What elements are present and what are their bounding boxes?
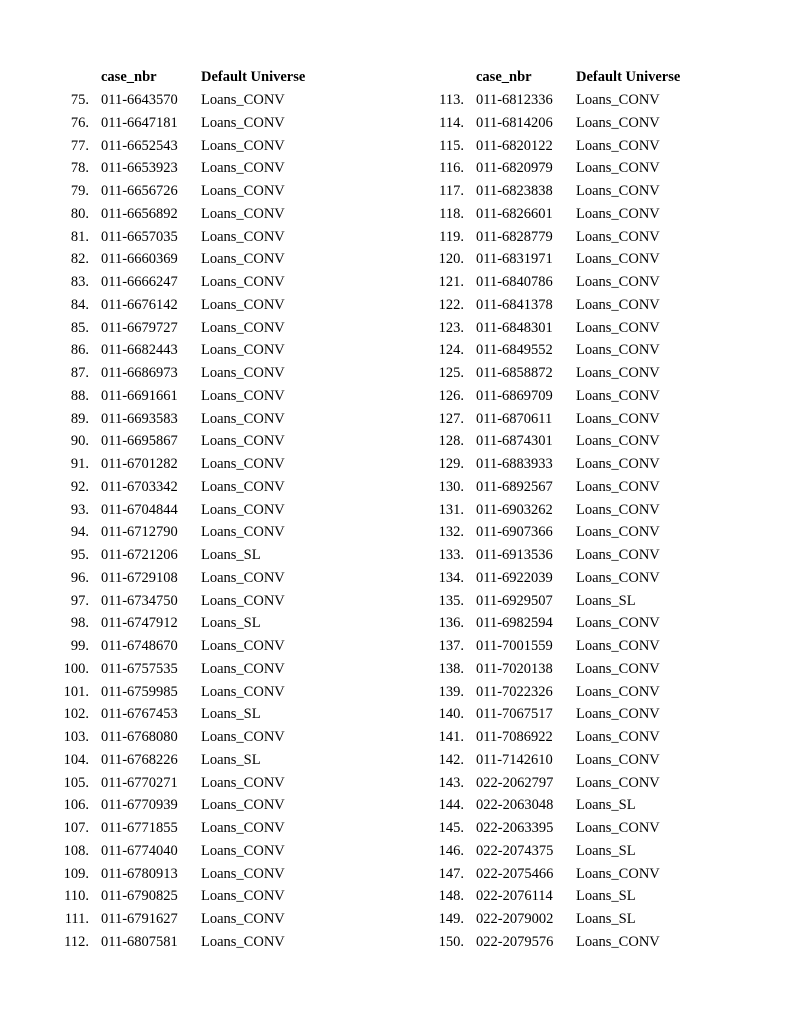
- case-number: 011-7022326: [476, 683, 553, 700]
- default-universe: Loans_CONV: [201, 478, 285, 495]
- case-number: 011-6820979: [476, 160, 553, 177]
- row-number: 129.: [438, 456, 464, 472]
- case-number: 011-6748670: [101, 638, 178, 654]
- row-number: 150.: [438, 933, 464, 950]
- row-number: 112.: [64, 933, 89, 950]
- default-universe: Loans_CONV: [576, 706, 660, 723]
- row-number: 139.: [438, 683, 464, 700]
- default-universe: Loans_CONV: [201, 137, 285, 154]
- default-universe: Loans_CONV: [201, 228, 285, 245]
- case-number: 011-6892567: [476, 478, 553, 495]
- default-universe: Loans_CONV: [576, 296, 660, 313]
- row-number: 135.: [438, 592, 464, 609]
- row-number: 121.: [438, 274, 464, 290]
- row-number: 91.: [70, 456, 89, 472]
- row-number: 92.: [70, 478, 89, 495]
- case-number: 011-6858872: [476, 365, 553, 381]
- default-universe: Loans_CONV: [576, 319, 660, 336]
- default-universe: Loans_SL: [201, 615, 261, 632]
- default-universe: Loans_CONV: [576, 205, 660, 222]
- row-number: 80.: [70, 205, 89, 222]
- default-universe: Loans_CONV: [576, 387, 660, 404]
- case-number: 011-6767453: [101, 706, 178, 723]
- default-universe: Loans_CONV: [201, 319, 285, 336]
- default-universe: Loans_CONV: [576, 524, 660, 541]
- case-number: 011-6656726: [101, 183, 178, 199]
- default-universe: Loans_CONV: [201, 660, 285, 677]
- row-number: 128.: [438, 433, 464, 450]
- row-number: 109.: [63, 865, 89, 882]
- case-number: 011-6652543: [101, 137, 178, 154]
- default-universe: Loans_CONV: [201, 933, 285, 950]
- default-universe: Loans_CONV: [201, 888, 285, 905]
- row-number: 123.: [438, 319, 464, 336]
- default-universe: Loans_CONV: [201, 729, 285, 745]
- case-number: 011-6768226: [101, 751, 178, 768]
- row-number: 77.: [70, 137, 89, 154]
- default-universe: Loans_CONV: [576, 729, 660, 745]
- case-number: 011-7086922: [476, 729, 553, 745]
- default-universe: Loans_CONV: [201, 342, 285, 359]
- row-number: 144.: [438, 797, 464, 814]
- default-universe: Loans_CONV: [576, 569, 660, 586]
- header-case-nbr: case_nbr: [476, 69, 532, 85]
- case-number: 011-6660369: [101, 251, 178, 268]
- case-number: 022-2063395: [476, 820, 554, 836]
- case-number: 011-6657035: [101, 228, 178, 245]
- case-number: 011-6848301: [476, 319, 553, 336]
- row-number: 113.: [439, 92, 464, 108]
- default-universe: Loans_CONV: [576, 660, 660, 677]
- default-universe: Loans_CONV: [576, 251, 660, 268]
- row-number: 106.: [63, 797, 89, 814]
- header-case-nbr: case_nbr: [101, 69, 157, 85]
- default-universe: Loans_CONV: [576, 433, 660, 450]
- default-universe: Loans_SL: [201, 706, 261, 723]
- row-number: 94.: [70, 524, 89, 541]
- case-number: 011-6691661: [101, 387, 178, 404]
- default-universe: Loans_CONV: [201, 797, 285, 814]
- row-number: 140.: [438, 706, 464, 723]
- row-number: 127.: [438, 410, 464, 427]
- case-number: 011-7142610: [476, 751, 553, 768]
- case-number: 011-6812336: [476, 92, 553, 108]
- row-number: 124.: [438, 342, 464, 359]
- case-number: 011-6653923: [101, 160, 178, 177]
- default-universe: Loans_CONV: [576, 683, 660, 700]
- case-number: 011-6874301: [476, 433, 553, 450]
- default-universe: Loans_SL: [201, 547, 261, 563]
- case-number: 011-6780913: [101, 865, 178, 882]
- row-number: 76.: [70, 114, 89, 131]
- default-universe: Loans_CONV: [576, 638, 660, 654]
- default-universe: Loans_CONV: [201, 456, 285, 472]
- row-number: 143.: [438, 774, 464, 791]
- case-number: 011-6826601: [476, 205, 553, 222]
- row-number: 97.: [70, 592, 89, 609]
- row-number: 130.: [438, 478, 464, 495]
- default-universe: Loans_CONV: [201, 296, 285, 313]
- row-number: 126.: [438, 387, 464, 404]
- default-universe: Loans_CONV: [576, 228, 660, 245]
- row-number: 86.: [70, 342, 89, 359]
- row-number: 96.: [70, 569, 89, 586]
- row-number: 145.: [438, 820, 464, 836]
- default-universe: Loans_CONV: [201, 524, 285, 541]
- row-number: 87.: [70, 365, 89, 381]
- row-number: 115.: [439, 137, 464, 154]
- row-number: 118.: [439, 205, 464, 222]
- row-number: 102.: [63, 706, 89, 723]
- row-number: 137.: [438, 638, 464, 654]
- header-default-universe: Default Universe: [576, 69, 681, 85]
- case-number: 011-6823838: [476, 183, 553, 199]
- default-universe: Loans_CONV: [201, 774, 285, 791]
- case-number: 011-6676142: [101, 296, 178, 313]
- row-number: 148.: [438, 888, 464, 905]
- default-universe: Loans_CONV: [576, 751, 660, 768]
- case-number: 022-2075466: [476, 865, 554, 882]
- row-number: 103.: [63, 729, 89, 745]
- row-number: 79.: [70, 183, 89, 199]
- row-number: 90.: [70, 433, 89, 450]
- case-number: 011-6870611: [476, 410, 553, 427]
- default-universe: Loans_CONV: [576, 92, 660, 108]
- default-universe: Loans_CONV: [576, 274, 660, 290]
- row-number: 100.: [63, 660, 89, 677]
- default-universe: Loans_CONV: [576, 114, 660, 131]
- default-universe: Loans_CONV: [576, 547, 660, 563]
- default-universe: Loans_CONV: [201, 387, 285, 404]
- case-number: 011-6686973: [101, 365, 178, 381]
- case-number: 022-2079576: [476, 933, 554, 950]
- default-universe: Loans_CONV: [576, 820, 660, 836]
- default-universe: Loans_CONV: [201, 638, 285, 654]
- default-universe: Loans_CONV: [576, 183, 660, 199]
- default-universe: Loans_CONV: [576, 137, 660, 154]
- row-number: 85.: [70, 319, 89, 336]
- row-number: 78.: [70, 160, 89, 177]
- case-number: 022-2076114: [476, 888, 553, 905]
- case-number: 011-6831971: [476, 251, 553, 268]
- row-number: 134.: [438, 569, 464, 586]
- default-universe: Loans_CONV: [201, 865, 285, 882]
- case-number: 022-2063048: [476, 797, 554, 814]
- default-universe: Loans_SL: [576, 888, 636, 905]
- case-number: 022-2074375: [476, 842, 554, 859]
- default-universe: Loans_SL: [576, 842, 636, 859]
- case-number: 011-6883933: [476, 456, 553, 472]
- case-number: 011-6734750: [101, 592, 178, 609]
- case-number: 011-6929507: [476, 592, 553, 609]
- default-universe: Loans_CONV: [201, 183, 285, 199]
- row-number: 117.: [439, 183, 464, 199]
- case-number: 011-6656892: [101, 205, 178, 222]
- row-number: 84.: [70, 296, 89, 313]
- case-number: 011-6647181: [101, 114, 178, 131]
- default-universe: Loans_CONV: [201, 160, 285, 177]
- case-number: 011-7020138: [476, 660, 553, 677]
- case-number: 011-6907366: [476, 524, 553, 541]
- case-number: 011-6768080: [101, 729, 178, 745]
- case-number: 011-6841378: [476, 296, 553, 313]
- case-number: 011-7001559: [476, 638, 553, 654]
- row-number: 104.: [63, 751, 89, 768]
- case-number: 011-6701282: [101, 456, 178, 472]
- row-number: 107.: [63, 820, 89, 836]
- row-number: 99.: [70, 638, 89, 654]
- row-number: 89.: [70, 410, 89, 427]
- case-number: 011-6791627: [101, 911, 178, 927]
- case-number: 011-6869709: [476, 387, 553, 404]
- default-universe: Loans_CONV: [201, 592, 285, 609]
- case-number: 011-6774040: [101, 842, 178, 859]
- default-universe: Loans_CONV: [576, 160, 660, 177]
- case-number: 011-6820122: [476, 137, 553, 154]
- default-universe: Loans_CONV: [201, 683, 285, 700]
- row-number: 120.: [438, 251, 464, 268]
- row-number: 95.: [70, 547, 89, 563]
- case-number: 011-6757535: [101, 660, 178, 677]
- case-number: 011-6770939: [101, 797, 178, 814]
- default-universe: Loans_SL: [576, 797, 636, 814]
- row-number: 132.: [438, 524, 464, 541]
- row-number: 75.: [70, 92, 89, 108]
- row-number: 81.: [70, 228, 89, 245]
- row-number: 147.: [438, 865, 464, 882]
- case-number: 011-7067517: [476, 706, 553, 723]
- case-number: 011-6913536: [476, 547, 553, 563]
- default-universe: Loans_CONV: [201, 842, 285, 859]
- default-universe: Loans_CONV: [576, 501, 660, 518]
- row-number: 133.: [438, 547, 464, 563]
- default-universe: Loans_CONV: [201, 114, 285, 131]
- row-number: 141.: [438, 729, 464, 745]
- default-universe: Loans_CONV: [576, 865, 660, 882]
- case-number: 011-6807581: [101, 933, 178, 950]
- case-number: 011-6759985: [101, 683, 178, 700]
- default-universe: Loans_CONV: [201, 92, 285, 108]
- case-number: 011-6729108: [101, 569, 178, 586]
- case-number: 011-6666247: [101, 274, 178, 290]
- default-universe: Loans_CONV: [201, 251, 285, 268]
- row-number: 116.: [439, 160, 464, 177]
- row-number: 88.: [70, 387, 89, 404]
- case-number: 011-6770271: [101, 774, 178, 791]
- default-universe: Loans_CONV: [576, 456, 660, 472]
- row-number: 142.: [438, 751, 464, 768]
- case-number: 011-6721206: [101, 547, 178, 563]
- case-number: 011-6704844: [101, 501, 178, 518]
- row-number: 131.: [438, 501, 464, 518]
- default-universe: Loans_CONV: [201, 569, 285, 586]
- row-number: 82.: [70, 251, 89, 268]
- case-number: 011-6790825: [101, 888, 178, 905]
- case-number: 011-6771855: [101, 820, 178, 836]
- row-number: 146.: [438, 842, 464, 859]
- row-number: 122.: [438, 296, 464, 313]
- row-number: 125.: [438, 365, 464, 381]
- case-number: 011-6828779: [476, 228, 553, 245]
- row-number: 136.: [438, 615, 464, 632]
- case-number: 011-6814206: [476, 114, 553, 131]
- case-number: 011-6682443: [101, 342, 178, 359]
- case-number: 011-6693583: [101, 410, 178, 427]
- case-number: 011-6849552: [476, 342, 553, 359]
- case-number: 011-6695867: [101, 433, 178, 450]
- default-universe: Loans_CONV: [576, 342, 660, 359]
- case-number: 022-2062797: [476, 774, 554, 791]
- row-number: 111.: [64, 911, 89, 927]
- row-number: 105.: [63, 774, 89, 791]
- case-number: 011-6679727: [101, 319, 178, 336]
- default-universe: Loans_CONV: [201, 433, 285, 450]
- row-number: 98.: [70, 615, 89, 632]
- case-number: 011-6747912: [101, 615, 178, 632]
- row-number: 149.: [438, 911, 464, 927]
- default-universe: Loans_CONV: [201, 501, 285, 518]
- row-number: 101.: [63, 683, 89, 700]
- default-universe: Loans_CONV: [201, 820, 285, 836]
- row-number: 114.: [439, 114, 464, 131]
- default-universe: Loans_SL: [576, 592, 636, 609]
- case-number: 011-6903262: [476, 501, 553, 518]
- default-universe: Loans_CONV: [201, 410, 285, 427]
- default-universe: Loans_CONV: [576, 933, 660, 950]
- default-universe: Loans_CONV: [201, 365, 285, 381]
- case-number: 011-6840786: [476, 274, 553, 290]
- row-number: 138.: [438, 660, 464, 677]
- default-universe: Loans_CONV: [576, 615, 660, 632]
- default-universe: Loans_CONV: [576, 478, 660, 495]
- default-universe: Loans_CONV: [576, 774, 660, 791]
- default-universe: Loans_SL: [201, 751, 261, 768]
- default-universe: Loans_SL: [576, 911, 636, 927]
- case-number: 011-6643570: [101, 92, 178, 108]
- default-universe: Loans_CONV: [576, 365, 660, 381]
- row-number: 93.: [70, 501, 89, 518]
- default-universe: Loans_CONV: [201, 205, 285, 222]
- default-universe: Loans_CONV: [576, 410, 660, 427]
- case-number: 022-2079002: [476, 911, 554, 927]
- case-number: 011-6712790: [101, 524, 178, 541]
- case-number: 011-6922039: [476, 569, 553, 586]
- case-number: 011-6703342: [101, 478, 178, 495]
- case-number: 011-6982594: [476, 615, 553, 632]
- default-universe: Loans_CONV: [201, 274, 285, 290]
- default-universe: Loans_CONV: [201, 911, 285, 927]
- row-number: 119.: [439, 228, 464, 245]
- row-number: 108.: [63, 842, 89, 859]
- row-number: 110.: [64, 888, 89, 905]
- row-number: 83.: [70, 274, 89, 290]
- header-default-universe: Default Universe: [201, 69, 306, 85]
